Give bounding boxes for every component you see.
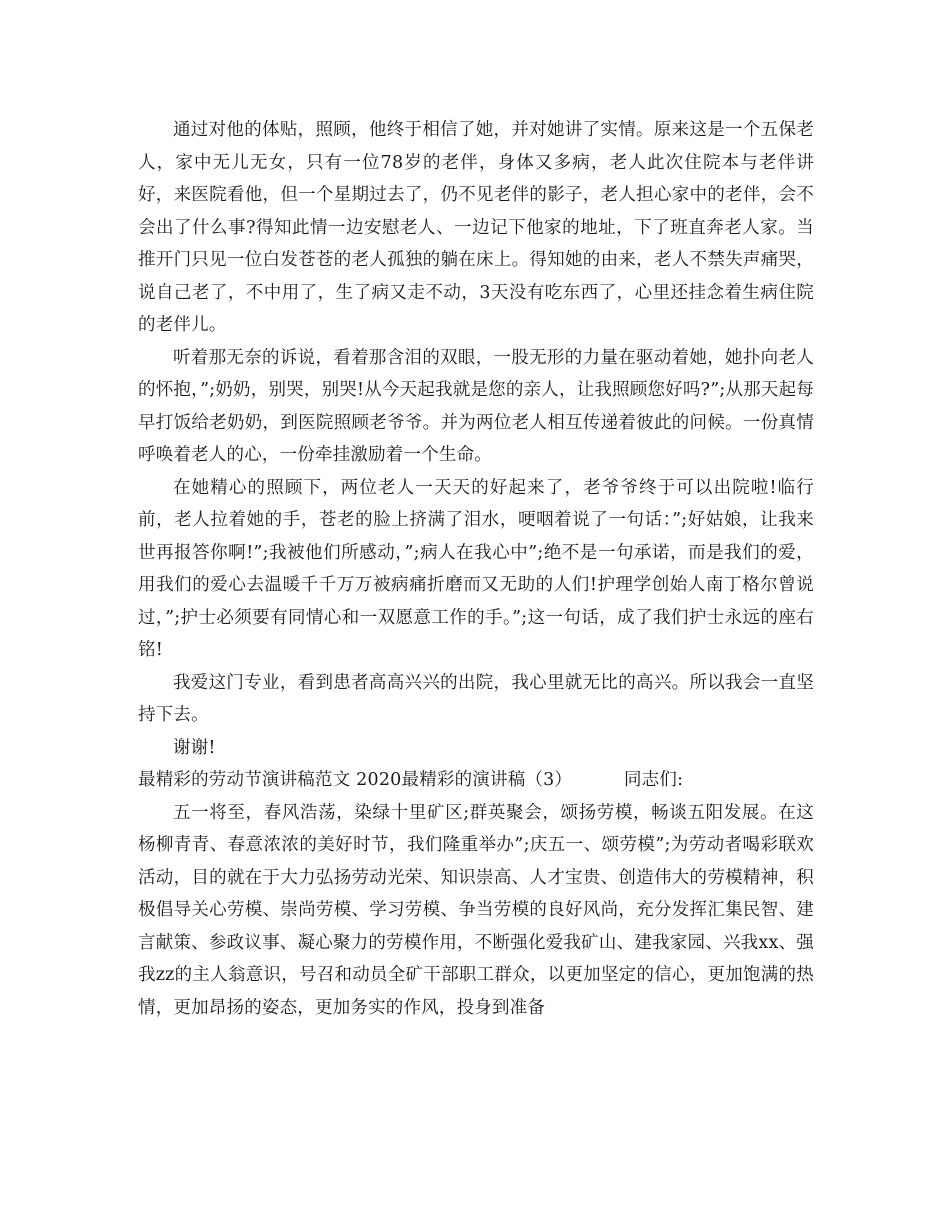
paragraph-1: 通过对他的体贴，照顾，他终于相信了她，并对她讲了实情。原来这是一个五保老人，家中无儿无女，只有一位78岁的老伴，身体又多病，老人此次住院本与老伴讲好，来医院看他，但一个星期过去了，仍不见老伴的影子，老人担心家中的老伴，会不会出了什么事?得知此情一边安慰老人、一边记下他家的地址，下了班直奔老人家。当推开门只见一位白发苍苍的老人孤独的躺在床上。得知她的由来，老人不禁失声痛哭，说自己老了，不中用了，生了病又走不动，3天没有吃东西了，心里还挂念着生病住院的老伴儿。 — [138, 120, 814, 335]
paragraph-2: 听着那无奈的诉说，看着那含泪的双眼，一股无形的力量在驱动着她，她扑向老人的怀抱，”;奶奶，别哭，别哭!从今天起我就是您的亲人，让我照顾您好吗?”;从那天起每早打饭给老奶奶，到医院照顾老爷爷。并为两位老人相互传递着彼此的问候。一份真情呼唤着老人的心，一份牵挂激励着一个生命。 — [138, 347, 814, 465]
section-heading: 最精彩的劳动节演讲稿范文 2020最精彩的演讲稿（3） 同志们: — [138, 770, 684, 790]
paragraph-4: 我爱这门专业，看到患者高高兴兴的出院，我心里就无比的高兴。所以我会一直坚持下去。 — [138, 672, 814, 725]
document-body — [138, 114, 814, 1024]
paragraph-3: 在她精心的照顾下，两位老人一天天的好起来了，老爷爷终于可以出院啦!临行前，老人拉着她的手，苍老的脸上挤满了泪水，哽咽着说了一句话：”;好姑娘，让我来世再报答你啊!”;我被他们所感动，”;病人在我心中”;绝不是一句承诺，而是我们的爱，用我们的爱心去温暖千千万万被病痛折磨而又无助的人们!护理学创始人南丁格尔曾说过，”;护士必须要有同情心和一双愿意工作的手。”;这一句话，成了我们护士永远的座右铭! — [138, 477, 814, 660]
paragraph-thanks: 谢谢! — [173, 737, 216, 758]
paragraph-final: 五一将至，春风浩荡，染绿十里矿区;群英聚会，颂扬劳模，畅谈五阳发展。在这杨柳青青、春意浓浓的美好时节，我们隆重举办”;庆五一、颂劳模”;为劳动者喝彩联欢活动，目的就在于大力弘扬劳动光荣、知识崇高、人才宝贵、创造伟大的劳模精神，积极倡导关心劳模、崇尚劳模、学习劳模、争当劳模的良好风尚，充分发挥汇集民智、建言献策、参政议事、凝心聚力的劳模作用，不断强化爱我矿山、建我家园、兴我xx、强我zz的主人翁意识，号召和动员全矿干部职工群众，以更加坚定的信心，更加饱满的热情，更加昂扬的姿态，更加务实的作风，投身到准备 — [138, 802, 814, 1018]
